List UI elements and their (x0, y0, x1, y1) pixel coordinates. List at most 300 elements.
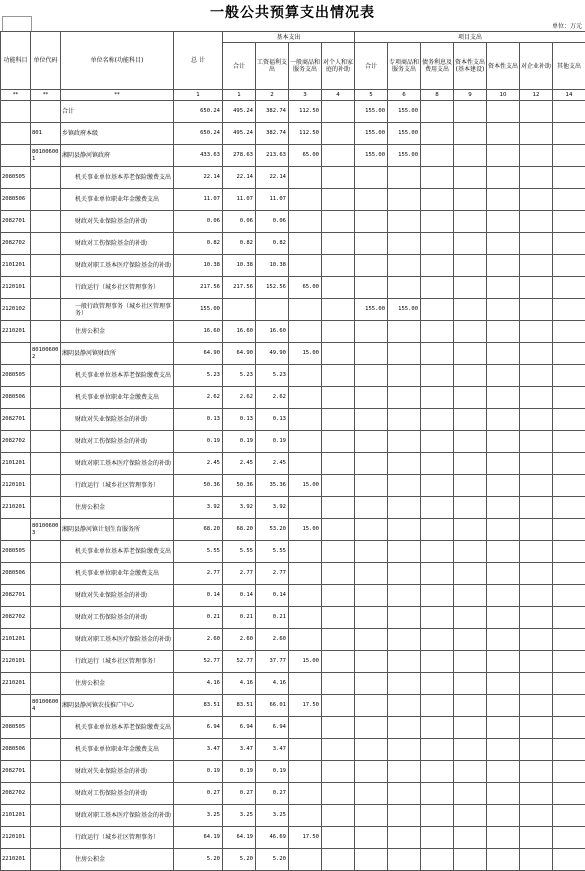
amount-cell (487, 123, 520, 145)
amount-cell (520, 739, 553, 761)
unit-code-cell (31, 211, 61, 233)
unit-code-cell (31, 629, 61, 651)
amount-cell (421, 761, 454, 783)
unit-code-cell (31, 101, 61, 123)
header-func-code: 功能科目 (1, 32, 31, 90)
func-code-cell (1, 101, 31, 123)
amount-cell (421, 145, 454, 167)
amount-cell (487, 101, 520, 123)
amount-cell (289, 497, 322, 519)
amount-cell (487, 475, 520, 497)
amount-cell (421, 519, 454, 541)
amount-cell (454, 453, 487, 475)
unit-code-cell (31, 277, 61, 299)
amount-cell (355, 453, 388, 475)
amount-cell (553, 453, 585, 475)
amount-cell: 0.21 (174, 607, 223, 629)
amount-cell (487, 827, 520, 849)
amount-cell: 10.38 (223, 255, 256, 277)
amount-cell (520, 101, 553, 123)
amount-cell (355, 761, 388, 783)
amount-cell (388, 387, 421, 409)
index-cell: 4 (322, 90, 355, 101)
index-cell: ** (1, 90, 31, 101)
amount-cell (322, 541, 355, 563)
amount-cell (520, 673, 553, 695)
amount-cell (553, 255, 585, 277)
amount-cell: 65.00 (289, 277, 322, 299)
amount-cell (322, 167, 355, 189)
table-row (1, 827, 585, 849)
amount-cell (421, 277, 454, 299)
amount-cell: 2.62 (256, 387, 289, 409)
unit-code-cell (31, 563, 61, 585)
index-cell: 2 (256, 90, 289, 101)
amount-cell (289, 387, 322, 409)
amount-cell (553, 761, 585, 783)
amount-cell (487, 585, 520, 607)
amount-cell (520, 519, 553, 541)
amount-cell (553, 651, 585, 673)
amount-cell (355, 607, 388, 629)
amount-cell (322, 211, 355, 233)
table-row (1, 101, 585, 123)
header-project-col: 合计 (355, 43, 388, 90)
unit-code-cell (31, 607, 61, 629)
amount-cell (454, 101, 487, 123)
amount-cell: 11.07 (174, 189, 223, 211)
amount-cell: 3.92 (174, 497, 223, 519)
func-code-cell: 2082702 (1, 233, 31, 255)
amount-cell (421, 321, 454, 343)
table-row (1, 387, 585, 409)
amount-cell (421, 607, 454, 629)
table-row (1, 585, 585, 607)
amount-cell (355, 233, 388, 255)
amount-cell (388, 607, 421, 629)
amount-cell: 52.77 (174, 651, 223, 673)
amount-cell (355, 805, 388, 827)
amount-cell (520, 541, 553, 563)
table-row (1, 739, 585, 761)
amount-cell (421, 475, 454, 497)
amount-cell (454, 145, 487, 167)
amount-cell: 2.45 (256, 453, 289, 475)
amount-cell (388, 695, 421, 717)
header-project-col: 其他支出 (553, 43, 585, 90)
amount-cell (322, 387, 355, 409)
func-code-cell: 2101201 (1, 805, 31, 827)
amount-cell (520, 123, 553, 145)
amount-cell (388, 255, 421, 277)
amount-cell (421, 497, 454, 519)
amount-cell (355, 849, 388, 871)
unit-code-cell (31, 783, 61, 805)
func-code-cell: 2080505 (1, 167, 31, 189)
amount-cell (520, 629, 553, 651)
amount-cell (421, 123, 454, 145)
amount-cell (289, 255, 322, 277)
amount-cell (355, 321, 388, 343)
amount-cell (322, 739, 355, 761)
amount-cell (421, 211, 454, 233)
amount-cell (454, 695, 487, 717)
unit-code-cell (31, 739, 61, 761)
amount-cell (487, 365, 520, 387)
amount-cell: 68.20 (174, 519, 223, 541)
amount-cell (289, 739, 322, 761)
amount-cell (520, 475, 553, 497)
amount-cell (454, 805, 487, 827)
amount-cell (421, 101, 454, 123)
amount-cell: 17.50 (289, 827, 322, 849)
unit-name-cell: 财政对工伤保险基金的补助 (61, 233, 174, 255)
amount-cell (289, 563, 322, 585)
unit-name-cell: 财政对失业保险基金的补助 (61, 409, 174, 431)
amount-cell (520, 431, 553, 453)
amount-cell: 4.16 (174, 673, 223, 695)
unit-code-cell: 801006002 (31, 343, 61, 365)
amount-cell (289, 409, 322, 431)
amount-cell (487, 805, 520, 827)
amount-cell (388, 431, 421, 453)
amount-cell (454, 673, 487, 695)
amount-cell (322, 563, 355, 585)
amount-cell (520, 805, 553, 827)
amount-cell (322, 431, 355, 453)
amount-cell (454, 299, 487, 321)
amount-cell (454, 189, 487, 211)
amount-cell (454, 629, 487, 651)
index-cell: 9 (454, 90, 487, 101)
unit-name-cell: 财政对工伤保险基金的补助 (61, 431, 174, 453)
amount-cell (487, 343, 520, 365)
amount-cell: 64.90 (223, 343, 256, 365)
amount-cell (388, 409, 421, 431)
amount-cell (553, 475, 585, 497)
amount-cell (388, 475, 421, 497)
amount-cell (421, 805, 454, 827)
amount-cell (553, 783, 585, 805)
amount-cell: 2.60 (256, 629, 289, 651)
amount-cell (322, 827, 355, 849)
amount-cell (421, 563, 454, 585)
amount-cell (553, 409, 585, 431)
table-row (1, 629, 585, 651)
header-unit-code: 单位代码 (31, 32, 61, 90)
amount-cell: 50.36 (174, 475, 223, 497)
func-code-cell: 2080505 (1, 541, 31, 563)
amount-cell (388, 673, 421, 695)
amount-cell (487, 761, 520, 783)
table-row (1, 497, 585, 519)
func-code-cell: 2082701 (1, 409, 31, 431)
amount-cell (421, 387, 454, 409)
amount-cell (355, 585, 388, 607)
amount-cell (388, 585, 421, 607)
amount-cell (223, 299, 256, 321)
page-title: 一般公共预算支出情况表 (0, 2, 585, 22)
amount-cell (454, 563, 487, 585)
func-code-cell: 2120101 (1, 827, 31, 849)
unit-name-cell: 机关事业单位职业年金缴费支出 (61, 387, 174, 409)
unit-name-cell: 财政对职工基本医疗保险基金的补助 (61, 255, 174, 277)
table-row (1, 233, 585, 255)
amount-cell (289, 673, 322, 695)
func-code-cell: 2210201 (1, 849, 31, 871)
table-row (1, 783, 585, 805)
index-cell: 14 (553, 90, 585, 101)
amount-cell (388, 717, 421, 739)
index-cell: 1 (174, 90, 223, 101)
amount-cell: 52.77 (223, 651, 256, 673)
amount-cell (388, 233, 421, 255)
amount-cell (487, 409, 520, 431)
amount-cell: 83.51 (223, 695, 256, 717)
unit-code-cell (31, 233, 61, 255)
index-cell: 8 (421, 90, 454, 101)
amount-cell: 155.00 (355, 299, 388, 321)
amount-cell (322, 233, 355, 255)
amount-cell (421, 431, 454, 453)
amount-cell: 0.82 (174, 233, 223, 255)
amount-cell (553, 321, 585, 343)
amount-cell: 495.24 (223, 123, 256, 145)
func-code-cell: 2101201 (1, 453, 31, 475)
header-project-col: 资本性支出 (487, 43, 520, 90)
amount-cell (553, 211, 585, 233)
table-row (1, 167, 585, 189)
unit-name-cell: 住房公积金 (61, 321, 174, 343)
unit-name-cell: 财政对工伤保险基金的补助 (61, 783, 174, 805)
unit-code-cell (31, 805, 61, 827)
amount-cell (355, 695, 388, 717)
amount-cell (322, 585, 355, 607)
amount-cell (355, 827, 388, 849)
amount-cell (388, 519, 421, 541)
amount-cell (454, 607, 487, 629)
unit-code-cell (31, 453, 61, 475)
amount-cell: 155.00 (355, 101, 388, 123)
amount-cell (388, 563, 421, 585)
amount-cell: 5.55 (223, 541, 256, 563)
amount-cell (355, 519, 388, 541)
amount-cell (553, 717, 585, 739)
amount-cell (553, 387, 585, 409)
unit-code-cell (31, 497, 61, 519)
amount-cell (487, 673, 520, 695)
amount-cell (553, 673, 585, 695)
amount-cell (454, 497, 487, 519)
amount-cell (388, 189, 421, 211)
amount-cell (289, 849, 322, 871)
unit-code-cell (31, 409, 61, 431)
amount-cell: 6.94 (256, 717, 289, 739)
amount-cell (355, 563, 388, 585)
amount-cell: 6.94 (223, 717, 256, 739)
amount-cell: 0.13 (223, 409, 256, 431)
amount-cell (553, 563, 585, 585)
amount-cell (454, 651, 487, 673)
amount-cell: 217.56 (174, 277, 223, 299)
amount-cell (355, 431, 388, 453)
func-code-cell (1, 343, 31, 365)
table-row (1, 277, 585, 299)
unit-code-cell: 801006003 (31, 519, 61, 541)
func-code-cell (1, 519, 31, 541)
amount-cell (454, 255, 487, 277)
amount-cell: 5.20 (256, 849, 289, 871)
func-code-cell: 2120101 (1, 475, 31, 497)
amount-cell: 46.69 (256, 827, 289, 849)
amount-cell (520, 651, 553, 673)
amount-cell (454, 211, 487, 233)
amount-cell (322, 189, 355, 211)
func-code-cell (1, 695, 31, 717)
amount-cell (520, 761, 553, 783)
header-unit-name: 单位名称(功能科目) (61, 32, 174, 90)
index-cell: ** (31, 90, 61, 101)
amount-cell (322, 783, 355, 805)
amount-cell (454, 717, 487, 739)
amount-cell (553, 739, 585, 761)
header-project-col: 对企业补助 (520, 43, 553, 90)
amount-cell (520, 255, 553, 277)
unit-code-cell (31, 475, 61, 497)
table-row (1, 805, 585, 827)
amount-cell (421, 409, 454, 431)
amount-cell (454, 475, 487, 497)
amount-cell (454, 321, 487, 343)
amount-cell (322, 519, 355, 541)
amount-cell (388, 497, 421, 519)
unit-name-cell: 机关事业单位职业年金缴费支出 (61, 563, 174, 585)
amount-cell (355, 277, 388, 299)
func-code-cell: 2101201 (1, 255, 31, 277)
amount-cell: 0.19 (256, 761, 289, 783)
amount-cell: 2.77 (223, 563, 256, 585)
unit-code-cell (31, 431, 61, 453)
amount-cell (487, 299, 520, 321)
amount-cell (421, 343, 454, 365)
amount-cell (553, 497, 585, 519)
table-row (1, 717, 585, 739)
amount-cell (487, 695, 520, 717)
func-code-cell: 2101201 (1, 629, 31, 651)
table-row (1, 695, 585, 717)
amount-cell (520, 783, 553, 805)
amount-cell (388, 739, 421, 761)
amount-cell: 68.20 (223, 519, 256, 541)
amount-cell (322, 607, 355, 629)
amount-cell: 22.14 (223, 167, 256, 189)
amount-cell: 3.25 (223, 805, 256, 827)
amount-cell (553, 299, 585, 321)
amount-cell: 49.90 (256, 343, 289, 365)
amount-cell (421, 673, 454, 695)
table-row (1, 475, 585, 497)
amount-cell: 650.24 (174, 123, 223, 145)
table-row (1, 453, 585, 475)
amount-cell (421, 717, 454, 739)
unit-name-cell: 乡镇政府本级 (61, 123, 174, 145)
amount-cell: 6.94 (174, 717, 223, 739)
amount-cell: 5.20 (223, 849, 256, 871)
amount-cell (553, 233, 585, 255)
unit-name-cell: 财政对职工基本医疗保险基金的补助 (61, 453, 174, 475)
amount-cell (553, 365, 585, 387)
unit-code-cell (31, 585, 61, 607)
amount-cell (289, 299, 322, 321)
amount-cell (487, 717, 520, 739)
amount-cell (388, 453, 421, 475)
amount-cell: 433.63 (174, 145, 223, 167)
amount-cell (520, 189, 553, 211)
header-basic-col: 工资福利支出 (256, 43, 289, 90)
amount-cell (355, 497, 388, 519)
table-row (1, 651, 585, 673)
unit-code-cell (31, 717, 61, 739)
amount-cell: 0.27 (174, 783, 223, 805)
amount-cell (487, 255, 520, 277)
unit-name-cell: 财政对工伤保险基金的补助 (61, 607, 174, 629)
amount-cell: 3.92 (256, 497, 289, 519)
amount-cell: 11.07 (256, 189, 289, 211)
unit-name-cell: 行政运行（城乡社区管理事务） (61, 827, 174, 849)
amount-cell: 0.19 (174, 761, 223, 783)
unit-code-cell: 801006004 (31, 695, 61, 717)
table-row (1, 541, 585, 563)
amount-cell: 64.90 (174, 343, 223, 365)
amount-cell (421, 233, 454, 255)
amount-cell (388, 805, 421, 827)
amount-cell: 35.36 (256, 475, 289, 497)
table-row (1, 145, 585, 167)
header-basic-col: 一般商品和服务支出 (289, 43, 322, 90)
amount-cell (355, 783, 388, 805)
amount-cell (487, 497, 520, 519)
amount-cell (520, 849, 553, 871)
amount-cell (388, 783, 421, 805)
amount-cell: 17.50 (289, 695, 322, 717)
header-project-col: 债务利息及费用支出 (421, 43, 454, 90)
amount-cell (553, 167, 585, 189)
amount-cell (553, 585, 585, 607)
amount-cell (454, 827, 487, 849)
header-basic-col: 对个人和家庭的补助 (322, 43, 355, 90)
amount-cell (322, 695, 355, 717)
unit-code-cell (31, 365, 61, 387)
amount-cell (289, 233, 322, 255)
amount-cell (454, 783, 487, 805)
amount-cell: 155.00 (388, 145, 421, 167)
amount-cell (520, 145, 553, 167)
amount-cell: 4.16 (223, 673, 256, 695)
amount-cell: 16.60 (223, 321, 256, 343)
amount-cell (355, 541, 388, 563)
unit-code-cell (31, 761, 61, 783)
table-row (1, 409, 585, 431)
unit-code-cell (31, 849, 61, 871)
unit-name-cell: 湘阴县静河镇农技推广中心 (61, 695, 174, 717)
amount-cell: 382.74 (256, 123, 289, 145)
amount-cell (487, 607, 520, 629)
amount-cell: 15.00 (289, 343, 322, 365)
amount-cell: 2.60 (223, 629, 256, 651)
table-row (1, 563, 585, 585)
amount-cell (553, 541, 585, 563)
amount-cell (388, 849, 421, 871)
